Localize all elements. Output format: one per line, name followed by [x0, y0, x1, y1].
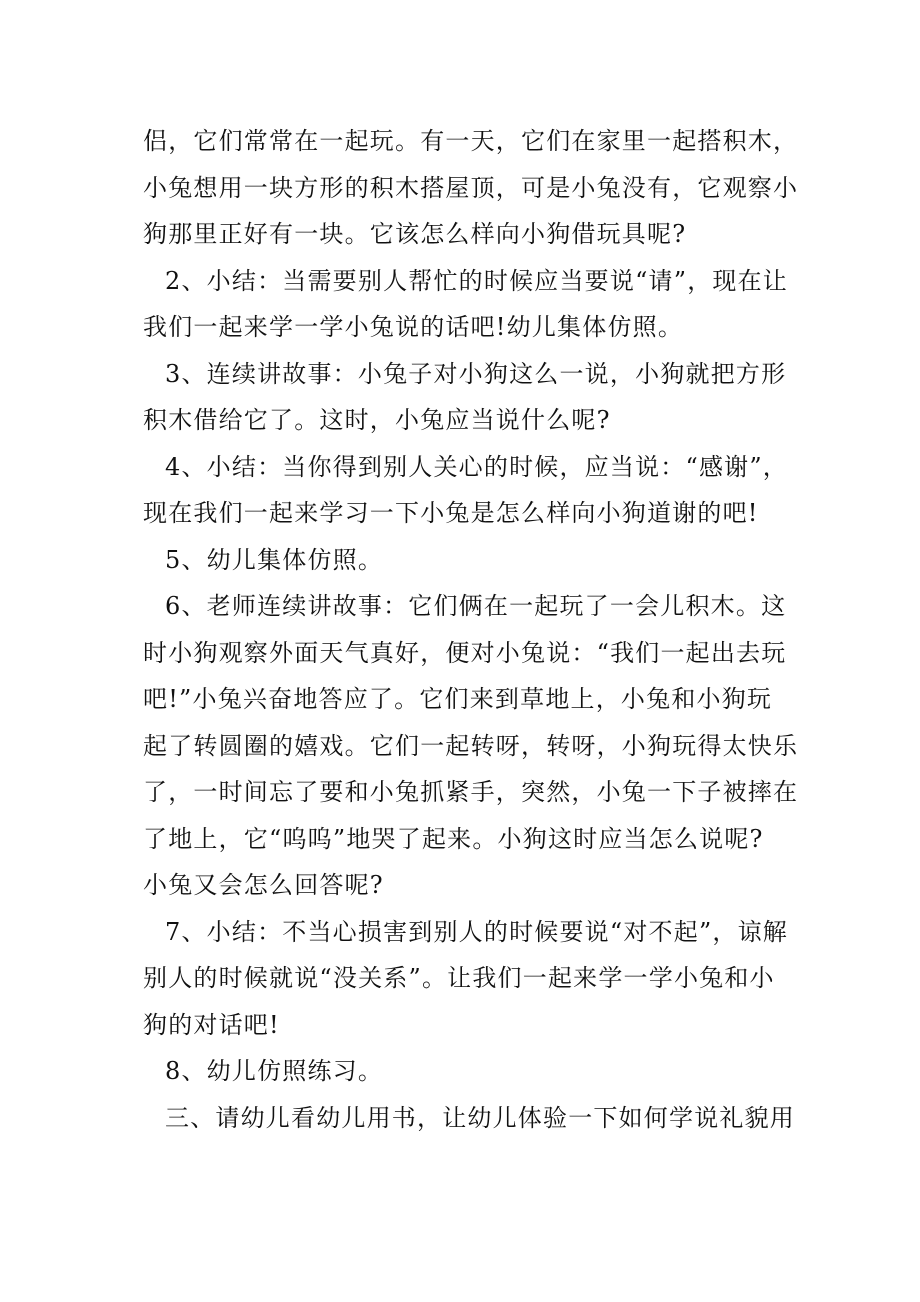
- text-line: 我们一起来学一学小兔说的话吧!幼儿集体仿照。: [143, 313, 684, 341]
- text-line: 时小狗观察外面天气真好，便对小兔说：“我们一起出去玩: [143, 638, 787, 667]
- paragraph-start-7: 7、小结：不当心损害到别人的时候要说“对不起”，谅解: [165, 917, 789, 946]
- text-line: 侣，它们常常在一起玩。有一天，它们在家里一起搭积木，: [143, 127, 799, 155]
- paragraph-start-3: 3、连续讲故事：小兔子对小狗这么一说，小狗就把方形: [165, 359, 787, 388]
- paragraph-start-8: 8、幼儿仿照练习。: [165, 1057, 384, 1085]
- text-line: 狗的对话吧!: [143, 1010, 280, 1039]
- text-line: 积木借给它了。这时，小兔应当说什么呢?: [143, 406, 611, 434]
- text-line: 小兔又会怎么回答呢?: [143, 871, 384, 899]
- paragraph-start-6: 6、老师连续讲故事：它们俩在一起玩了一会儿积木。这: [165, 592, 787, 620]
- text-line: 别人的时候就说“没关系”。让我们一起来学一学小兔和小: [143, 964, 775, 992]
- text-line: 狗那里正好有一块。它该怎么样向小狗借玩具呢?: [143, 220, 687, 248]
- document-body: [143, 118, 803, 1141]
- text-line: 吧!”小兔兴奋地答应了。它们来到草地上，小兔和小狗玩: [143, 685, 773, 713]
- text-line: 了地上，它“呜呜”地哭了起来。小狗这时应当怎么说呢?: [143, 824, 764, 853]
- paragraph-start-5: 5、幼儿集体仿照。: [165, 545, 384, 574]
- text-line: 了，一时间忘了要和小兔抓紧手，突然，小兔一下子被摔在: [143, 778, 799, 806]
- text-line: 小兔想用一块方形的积木搭屋顶，可是小兔没有，它观察小: [143, 173, 799, 202]
- text-line: 起了转圆圈的嬉戏。它们一起转呀，转呀，小狗玩得太快乐: [143, 731, 799, 760]
- paragraph-start-2: 2、小结：当需要别人帮忙的时候应当要说“请”，现在让: [165, 266, 789, 295]
- section-heading-three: 三、请幼儿看幼儿用书，让幼儿体验一下如何学说礼貌用: [165, 1103, 795, 1132]
- text-line: 现在我们一起来学习一下小兔是怎么样向小狗道谢的吧!: [143, 499, 759, 527]
- paragraph-start-4: 4、小结：当你得到别人关心的时候，应当说：“感谢”，: [165, 452, 789, 481]
